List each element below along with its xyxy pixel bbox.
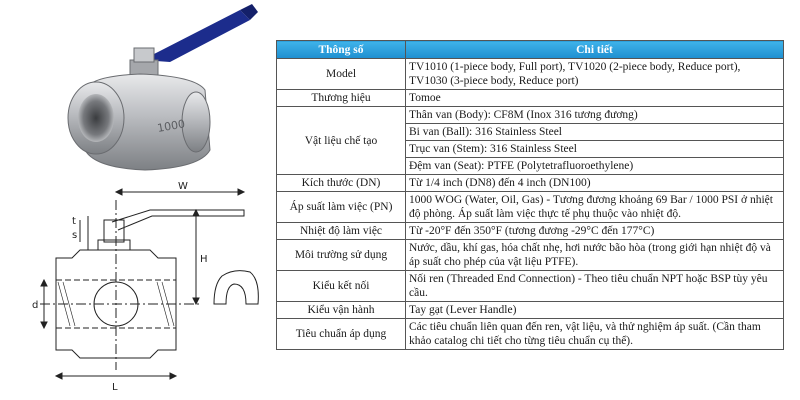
row-label: Môi trường sử dụng [277,240,406,271]
table-row [277,107,784,124]
row-value: Bi van (Ball): 316 Stainless Steel [406,124,784,141]
header-detail: Chi tiết [406,41,784,59]
row-label: Vật liệu chế tạo [277,107,406,175]
row-label: Áp suất làm việc (PN) [277,192,406,223]
row-label: Kiểu kết nối [277,271,406,302]
row-value: Từ 1/4 inch (DN8) đến 4 inch (DN100) [406,175,784,192]
body-marking: 1000 [156,117,187,135]
row-value: Từ -20°F đến 350°F (tương đương -29°C đến 177°C) [406,223,784,240]
row-value: Nước, dầu, khí gas, hóa chất nhẹ, hơi nước bão hòa (trong giới hạn nhiệt độ và áp suất cho phép của vật liệu PTFE). [406,240,784,271]
specifications-table [276,40,784,350]
product-photo [30,0,260,180]
table-row [277,175,784,192]
dim-l: L [112,382,118,393]
row-value: Thân van (Body): CF8M (Inox 316 tương đương) [406,107,784,124]
table-header-row [277,41,784,59]
row-value: Đệm van (Seat): PTFE (Polytetrafluoroethylene) [406,158,784,175]
row-value: Nối ren (Threaded End Connection) - Theo tiêu chuẩn NPT hoặc BSP tùy yêu cầu. [406,271,784,302]
row-value: Trục van (Stem): 316 Stainless Steel [406,141,784,158]
table-row [277,59,784,90]
technical-drawing [0,180,270,400]
row-label: Kiểu vận hành [277,302,406,319]
table-row [277,302,784,319]
row-value: Các tiêu chuẩn liên quan đến ren, vật liệu, và thử nghiệm áp suất. (Cần tham khảo catalog chi tiết cho từng tiêu chuẩn cụ thể). [406,319,784,350]
row-value: Tomoe [406,90,784,107]
table-row [277,192,784,223]
dim-h: H [200,254,208,265]
row-label: Thương hiệu [277,90,406,107]
row-label: Tiêu chuẩn áp dụng [277,319,406,350]
row-label: Nhiệt độ làm việc [277,223,406,240]
header-parameter: Thông số [277,41,406,59]
dim-t: t [72,216,76,227]
row-label: Kích thước (DN) [277,175,406,192]
table-row [277,90,784,107]
dim-w: W [178,181,188,192]
dim-d: d [32,300,39,311]
dim-s: s [72,230,78,241]
row-value: 1000 WOG (Water, Oil, Gas) - Tương đương khoảng 69 Bar / 1000 PSI ở nhiệt độ phòng. Áp suất làm việc thực tế phụ thuộc vào nhiệt độ. [406,192,784,223]
table-row [277,271,784,302]
row-label: Model [277,59,406,90]
table-row [277,240,784,271]
row-value: TV1010 (1-piece body, Full port), TV1020 (2-piece body, Reduce port), TV1030 (3-piece body, Reduce port) [406,59,784,90]
table-row [277,319,784,350]
row-value: Tay gạt (Lever Handle) [406,302,784,319]
lever-handle [142,10,250,62]
table-row [277,223,784,240]
